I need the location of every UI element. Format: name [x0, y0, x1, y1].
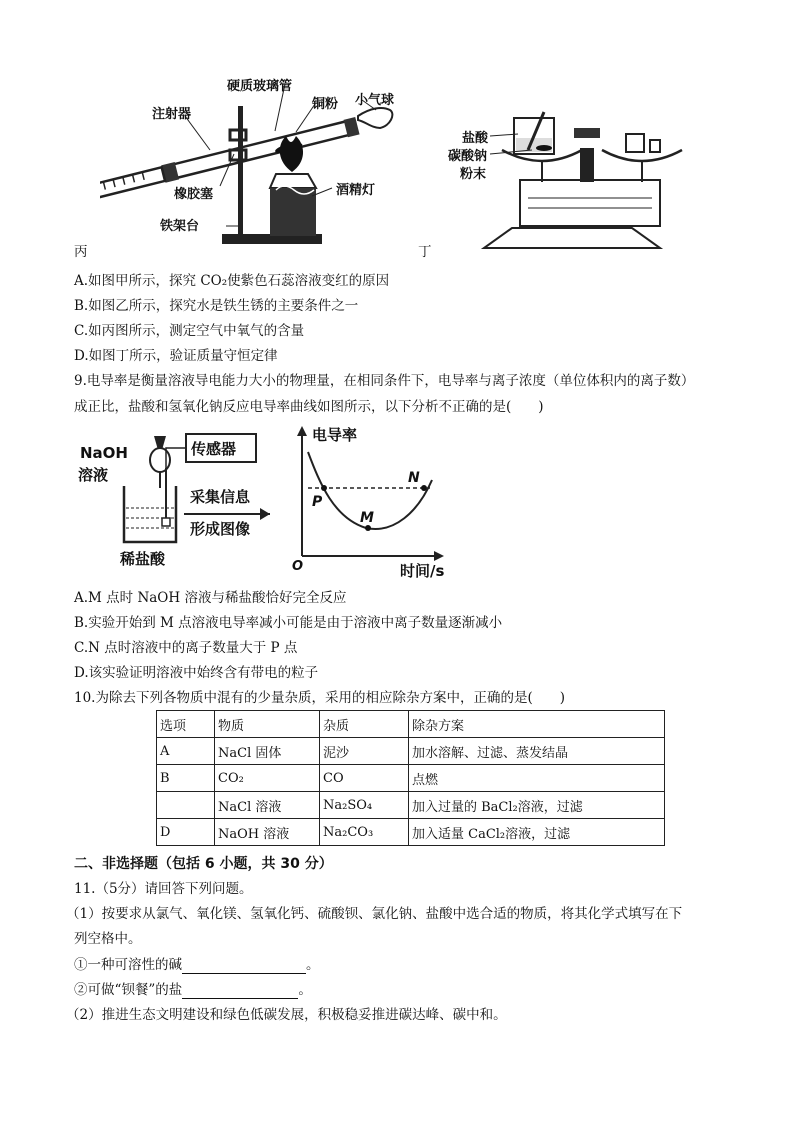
q11-title: 11.（5分）请回答下列问题。 — [74, 881, 253, 897]
section-2-heading: 二、非选择题（包括 6 小题，共 30 分） — [74, 856, 333, 872]
table-cell: 泥沙 — [320, 738, 409, 765]
table-cell: CO — [320, 765, 409, 792]
q9-stem-1: 9.电导率是衡量溶液导电能力大小的物理量，在相同条件下，电导率与离子浓度（单位体积内的离子数） — [74, 373, 695, 389]
q9-option-d: D.该实验证明溶液中始终含有带电的粒子 — [74, 665, 319, 681]
table-row — [157, 792, 665, 819]
label-dilute-acid: 稀盐酸 — [120, 550, 166, 568]
table-row — [157, 738, 665, 765]
q11-part1-line1: （1）按要求从氯气、氧化镁、氢氧化钙、硫酸钡、氯化钠、盐酸中选合适的物质，将其化学式填写在下 — [66, 906, 683, 922]
label-balloon: 小气球 — [355, 93, 395, 108]
figure-bing — [100, 66, 420, 256]
q8-option-b: B.如图乙所示，探究水是铁生锈的主要条件之一 — [74, 298, 359, 314]
q10-table — [156, 710, 665, 846]
q11-item1-text: ①一种可溶性的碱 — [74, 957, 182, 973]
label-stopper: 橡胶塞 — [174, 187, 214, 202]
header-impurity: 杂质 — [320, 711, 409, 738]
q8-option-c: C.如丙图所示，测定空气中氧气的含量 — [74, 323, 305, 339]
q11-item1-answer-blank[interactable] — [182, 959, 306, 974]
table-cell: 加入过量的 BaCl₂溶液，过滤 — [409, 792, 665, 819]
table-cell: 点燃 — [409, 765, 665, 792]
q11-item2 — [74, 981, 312, 999]
figure-ding — [432, 108, 707, 256]
label-tube: 硬质玻璃管 — [227, 79, 293, 94]
table-cell: B — [157, 765, 215, 792]
table-cell — [157, 792, 215, 819]
table-row — [157, 765, 665, 792]
q9-stem-2: 成正比，盐酸和氢氧化钠反应电导率曲线如图所示，以下分析不正确的是( ) — [74, 399, 544, 415]
label-acid: 盐酸 — [462, 131, 489, 146]
q11-item2-period: 。 — [298, 982, 312, 998]
label-carbonate-1: 碳酸钠 — [448, 149, 488, 164]
table-cell: 加入适量 CaCl₂溶液，过滤 — [409, 819, 665, 846]
x-axis-label: 时间/s — [400, 562, 445, 580]
point-m-label: M — [360, 510, 374, 526]
q11-item1 — [74, 956, 320, 974]
q11-item2-text: ②可做“钡餐”的盐 — [74, 982, 183, 998]
label-lamp: 酒精灯 — [336, 183, 376, 198]
table-header-row — [157, 711, 665, 738]
label-copper: 铜粉 — [312, 97, 339, 112]
label-collect: 采集信息 — [190, 488, 251, 506]
label-carbonate-2: 粉末 — [460, 167, 487, 182]
point-p-label: P — [312, 494, 323, 510]
table-cell: NaCl 固体 — [215, 738, 320, 765]
q10-stem: 10.为除去下列各物质中混有的少量杂质，采用的相应除杂方案中，正确的是( ) — [74, 690, 566, 706]
q8-option-a: A.如图甲所示，探究 CO₂使紫色石蕊溶液变红的原因 — [74, 273, 390, 289]
figure-q9 — [74, 422, 474, 582]
table-cell: NaOH 溶液 — [215, 819, 320, 846]
q9-option-c: C.N 点时溶液中的离子数量大于 P 点 — [74, 640, 298, 656]
table-cell: D — [157, 819, 215, 846]
q11-item2-answer-blank[interactable] — [182, 984, 298, 999]
q9-option-b: B.实验开始到 M 点溶液电导率减小可能是由于溶液中离子数量逐渐减小 — [74, 615, 503, 631]
q11-item1-period: 。 — [306, 957, 320, 973]
header-option: 选项 — [157, 711, 215, 738]
table-cell: NaCl 溶液 — [215, 792, 320, 819]
table-cell: Na₂CO₃ — [320, 819, 409, 846]
label-form: 形成图像 — [190, 520, 251, 538]
q8-option-d: D.如图丁所示，验证质量守恒定律 — [74, 348, 278, 364]
table-row — [157, 819, 665, 846]
table-cell: A — [157, 738, 215, 765]
label-sensor: 传感器 — [191, 440, 237, 458]
table-cell: 加水溶解、过滤、蒸发结晶 — [409, 738, 665, 765]
q11-part1-line2: 列空格中。 — [74, 931, 142, 947]
table-cell: Na₂SO₄ — [320, 792, 409, 819]
q11-part2: （2）推进生态文明建设和绿色低碳发展，积极稳妥推进碳达峰、碳中和。 — [66, 1007, 507, 1023]
point-n-label: N — [408, 470, 420, 486]
q9-option-a: A.M 点时 NaOH 溶液与稀盐酸恰好完全反应 — [74, 590, 347, 606]
table-cell: CO₂ — [215, 765, 320, 792]
header-method: 除杂方案 — [409, 711, 665, 738]
figure-bing-caption: 丙 — [74, 244, 88, 260]
header-substance: 物质 — [215, 711, 320, 738]
y-axis-label: 电导率 — [312, 426, 358, 444]
label-naoh: NaOH — [80, 444, 128, 462]
origin-label: O — [292, 559, 304, 574]
label-stand: 铁架台 — [160, 219, 200, 234]
label-syringe: 注射器 — [152, 107, 192, 122]
figure-ding-caption: 丁 — [418, 244, 432, 260]
label-solution: 溶液 — [78, 466, 109, 484]
